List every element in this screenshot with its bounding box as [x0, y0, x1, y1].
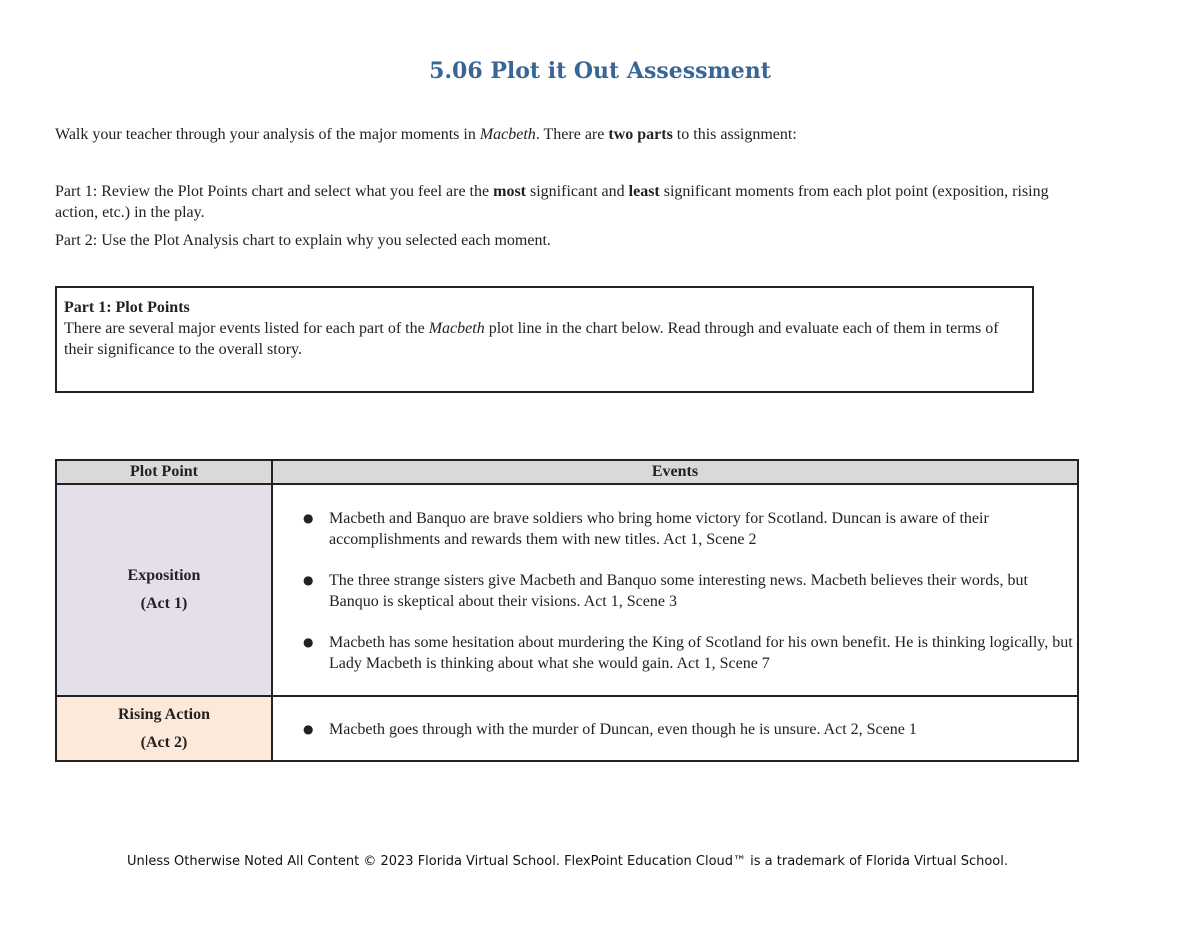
event-text: Macbeth and Banquo are brave soldiers who bring home victory for Scotland. Duncan is aware of their accomplishments and rewards them with new titles. Act 1, Scene 2 [329, 510, 989, 548]
events-list [273, 697, 1077, 740]
event-item [303, 632, 1073, 674]
event-item [303, 719, 1073, 740]
part1-most: most [493, 183, 526, 200]
events-cell [272, 696, 1078, 761]
part1-least: least [628, 183, 660, 200]
part2-instructions: Part 2: Use the Plot Analysis chart to explain why you selected each moment. [55, 232, 551, 249]
plot-points-instructions-box [55, 286, 1034, 393]
copyright-footer: Unless Otherwise Noted All Content © 2023 Florida Virtual School. FlexPoint Education Cloud™ is a trademark of Florida Virtual School. [127, 854, 1008, 869]
event-item [303, 508, 1073, 550]
table-row-exposition [56, 484, 1078, 696]
box-play-title: Macbeth [428, 320, 485, 337]
intro-text-mid: . There are [535, 126, 609, 143]
plot-point-cell [56, 696, 272, 761]
intro-paragraph [55, 124, 1065, 145]
header-events: Events [272, 460, 1078, 484]
part1-text-post: significant moments from each plot point (exposition, rising action, etc.) in the play. [55, 183, 1049, 221]
header-plot-point: Plot Point [56, 460, 272, 484]
part1-text-pre: Part 1: Review the Plot Points chart and select what you feel are the [55, 183, 494, 200]
plot-point-act: (Act 2) [140, 733, 188, 751]
plot-point-name: Rising Action [117, 705, 210, 723]
intro-text-pre: Walk your teacher through your analysis of the major moments in [55, 126, 480, 143]
part1-text-mid: significant and [526, 183, 629, 200]
events-list [273, 485, 1077, 674]
bullet-icon: ● [303, 722, 314, 736]
page-title: 5.06 Plot it Out Assessment [429, 58, 771, 84]
plot-point-name: Exposition [127, 567, 201, 584]
events-cell [272, 484, 1078, 696]
event-text: Macbeth has some hesitation about murdering the King of Scotland for his own benefit. He is thinking logically, but Lady Macbeth is thinking about what she would gain. Act 1, Scene 7 [329, 634, 1073, 672]
plot-point-act: (Act 1) [140, 595, 188, 612]
table-row-rising-action [56, 696, 1078, 761]
intro-two-parts: two parts [608, 126, 673, 143]
box-heading: Part 1: Plot Points [64, 299, 190, 316]
intro-text-post: to this assignment: [672, 126, 797, 143]
box-text-pre: There are several major events listed for each part of the [64, 320, 429, 337]
event-text: Macbeth goes through with the murder of Duncan, even though he is unsure. Act 2, Scene 1 [329, 721, 917, 738]
event-text: The three strange sisters give Macbeth and Banquo some interesting news. Macbeth believes their words, but Banquo is skeptical about their visions. Act 1, Scene 3 [329, 572, 1028, 610]
table-header-row [56, 460, 1078, 484]
part1-instructions [55, 181, 1065, 223]
box-text-post: plot line in the chart below. Read through and evaluate each of them in terms of their significance to the overall story. [64, 320, 999, 358]
plot-points-table [55, 459, 1079, 762]
bullet-icon: ● [303, 511, 314, 525]
event-item [303, 570, 1073, 612]
bullet-icon: ● [303, 573, 314, 587]
bullet-icon: ● [303, 635, 314, 649]
intro-play-title: Macbeth [479, 126, 536, 143]
plot-point-cell [56, 484, 272, 696]
